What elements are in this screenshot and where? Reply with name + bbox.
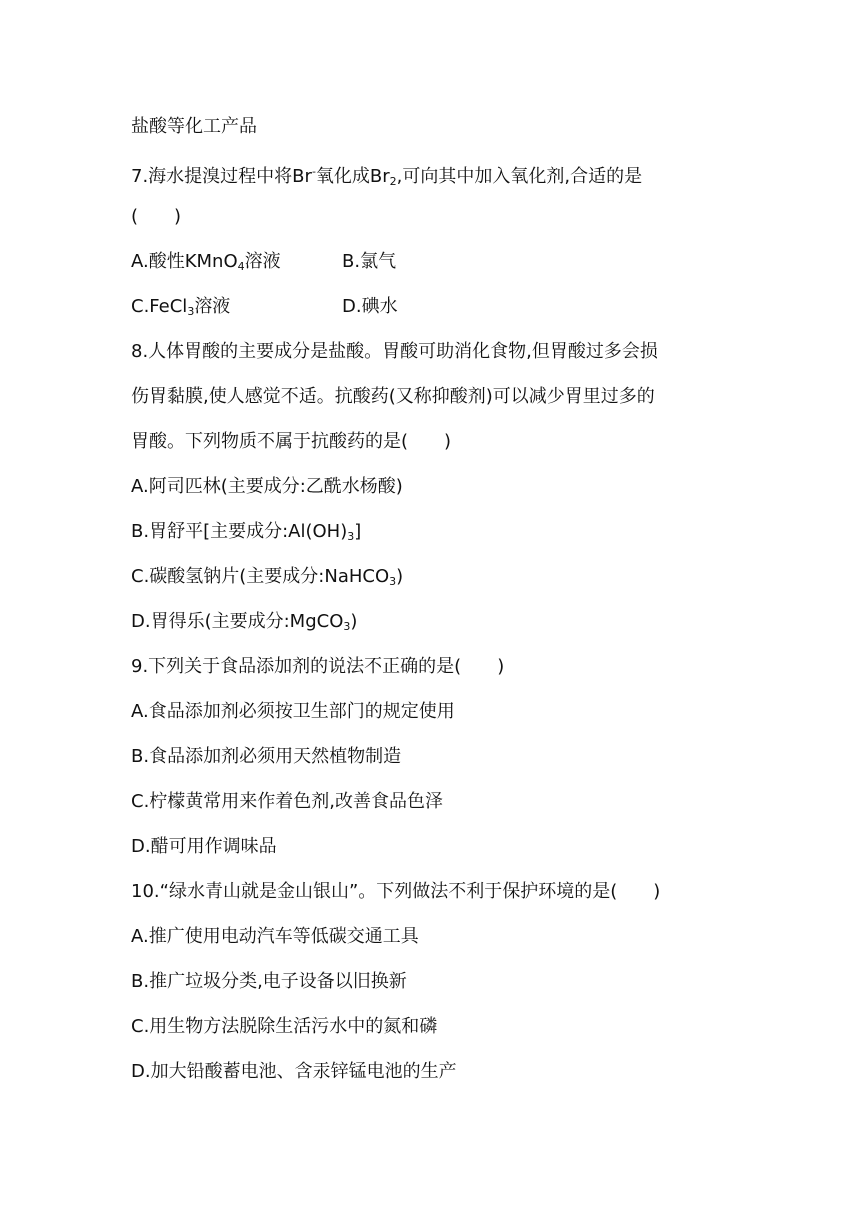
text-line: 盐酸等化工产品 bbox=[131, 116, 257, 137]
options-row bbox=[131, 295, 780, 324]
text-run: ) bbox=[350, 611, 358, 632]
text-run: ,可向其中加入氧化剂,合适的是 bbox=[396, 166, 643, 187]
text-run: A.酸性KMnO bbox=[131, 251, 238, 272]
option-c: C.柠檬黄常用来作着色剂,改善食品色泽 bbox=[131, 791, 444, 812]
option-a: A.推广使用电动汽车等低碳交通工具 bbox=[131, 926, 419, 947]
subscript: 3 bbox=[389, 575, 397, 588]
text-run: ] bbox=[354, 521, 362, 542]
text-run: 7.海水提溴过程中将Br bbox=[131, 166, 312, 187]
option-a: A.阿司匹林(主要成分:乙酰水杨酸) bbox=[131, 476, 403, 497]
option-d bbox=[131, 610, 780, 639]
subscript: 4 bbox=[237, 260, 245, 273]
option-c bbox=[131, 295, 342, 324]
option-b: B.推广垃圾分类,电子设备以旧换新 bbox=[131, 971, 407, 992]
subscript: 2 bbox=[389, 175, 397, 188]
question-9-stem: 9.下列关于食品添加剂的说法不正确的是( ) bbox=[131, 656, 505, 677]
option-b: B.氯气 bbox=[342, 251, 397, 272]
subscript: 3 bbox=[347, 530, 355, 543]
option-d: D.碘水 bbox=[342, 296, 398, 317]
text-run: 溶液 bbox=[194, 296, 231, 317]
superscript: - bbox=[311, 165, 316, 178]
subscript: 3 bbox=[187, 305, 195, 318]
answer-blank: ( ) bbox=[131, 206, 182, 227]
question-8-stem: 胃酸。下列物质不属于抗酸药的是( ) bbox=[131, 431, 452, 452]
option-d: D.醋可用作调味品 bbox=[131, 836, 277, 857]
option-a bbox=[131, 250, 342, 279]
text-run: ) bbox=[396, 566, 404, 587]
option-c: C.用生物方法脱除生活污水中的氮和磷 bbox=[131, 1016, 438, 1037]
text-run: 氧化成Br bbox=[315, 166, 390, 187]
question-7-stem bbox=[131, 160, 780, 194]
question-8-stem: 伤胃黏膜,使人感觉不适。抗酸药(又称抑酸剂)可以减少胃里过多的 bbox=[131, 386, 655, 407]
subscript: 3 bbox=[343, 620, 351, 633]
option-b: B.食品添加剂必须用天然植物制造 bbox=[131, 746, 402, 767]
text-run: 溶液 bbox=[244, 251, 281, 272]
option-a: A.食品添加剂必须按卫生部门的规定使用 bbox=[131, 701, 455, 722]
option-c bbox=[131, 565, 780, 594]
text-run: C.碳酸氢钠片(主要成分:NaHCO bbox=[131, 566, 390, 587]
text-run: D.胃得乐(主要成分:MgCO bbox=[131, 611, 344, 632]
question-8-stem: 8.人体胃酸的主要成分是盐酸。胃酸可助消化食物,但胃酸过多会损 bbox=[131, 341, 658, 362]
text-run: C.FeCl bbox=[131, 296, 188, 317]
option-b bbox=[131, 520, 780, 549]
options-row bbox=[131, 250, 780, 279]
question-10-stem: 10.“绿水青山就是金山银山”。下列做法不利于保护环境的是( ) bbox=[131, 881, 661, 902]
option-d: D.加大铅酸蓄电池、含汞锌锰电池的生产 bbox=[131, 1061, 457, 1082]
text-run: B.胃舒平[主要成分:Al(OH) bbox=[131, 521, 348, 542]
